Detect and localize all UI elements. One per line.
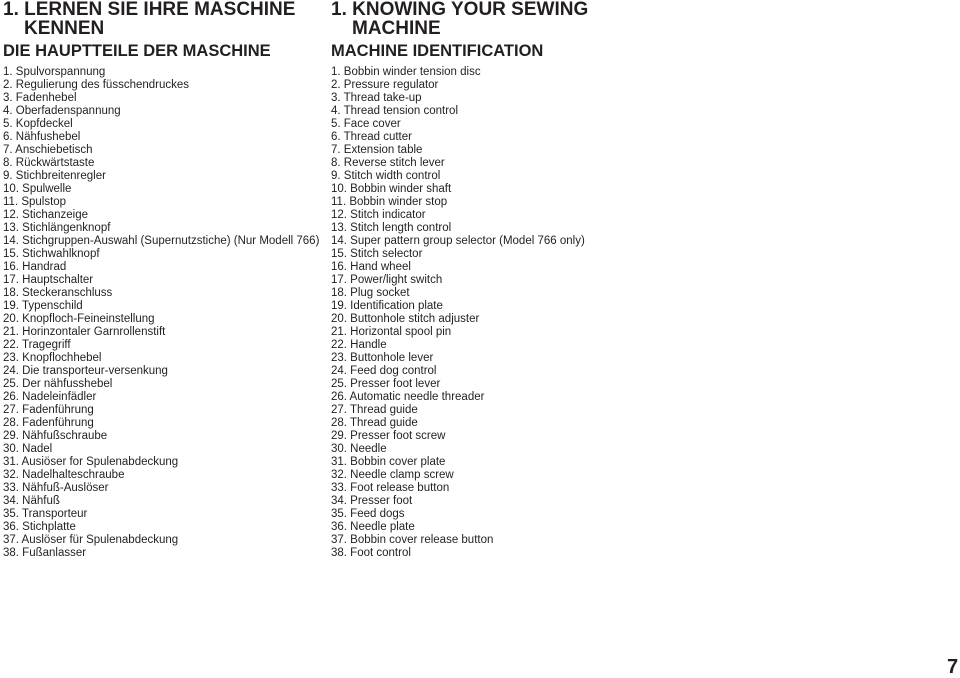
english-list-item: 21. Horizontal spool pin [331,326,452,338]
german-list-item: 20. Knopfloch-Feineinstellung [3,313,155,325]
german-list-item: 37. Auslöser für Spulenabdeckung [3,534,179,546]
english-list-item: 18. Plug socket [331,287,410,299]
german-list-item: 21. Horinzontaler Garnrollenstift [3,326,166,338]
english-list-item: 27. Thread guide [331,404,418,416]
english-list-item: 35. Feed dogs [331,508,405,520]
english-list-item: 34. Presser foot [331,495,413,507]
german-list-item: 23. Knopflochhebel [3,352,102,364]
page-number: 7 [947,656,959,678]
german-list-item: 25. Der nähfusshebel [3,378,113,390]
english-list-item: 16. Hand wheel [331,261,411,273]
english-column [331,0,631,560]
english-list-item: 22. Handle [331,339,387,351]
english-list-item: 33. Foot release button [331,482,450,494]
english-list-item: 14. Super pattern group selector (Model 766 only) [331,235,585,247]
german-list-item: 11. Spulstop [3,196,67,208]
german-list-item: 30. Nadel [3,443,53,455]
german-subtitle: DIE HAUPTTEILE DER MASCHINE [3,42,271,60]
english-list-item: 23. Buttonhole lever [331,352,434,364]
english-list-item: 24. Feed dog control [331,365,437,377]
english-list-item: 17. Power/light switch [331,274,443,286]
english-list-item: 26. Automatic needle threader [331,391,485,403]
german-list-item: 8. Rückwärtstaste [3,157,95,169]
german-list-item: 34. Nähfuß [3,495,60,507]
german-list-item: 16. Handrad [3,261,67,273]
german-section-title [3,0,323,38]
english-title-line-1: 1. KNOWING YOUR SEWING [331,0,589,20]
english-list-item: 30. Needle [331,443,387,455]
german-list-item: 28. Fadenführung [3,417,94,429]
german-list-item: 26. Nadeleinfädler [3,391,97,403]
english-list-item: 8. Reverse stitch lever [331,157,445,169]
german-list-item: 2. Regulierung des füsschendruckes [3,79,190,91]
german-list-item: 7. Anschiebetisch [3,144,93,156]
german-list-item: 27. Fadenführung [3,404,94,416]
english-title-line-2: MACHINE [352,18,441,39]
english-list-item: 13. Stitch length control [331,222,452,234]
english-list-item: 4. Thread tension control [331,105,459,117]
german-list-item: 35. Transporteur [3,508,88,520]
english-list-item: 12. Stitch indicator [331,209,426,221]
german-list-item: 13. Stichlängenknopf [3,222,111,234]
english-list-item: 38. Foot control [331,547,411,559]
english-list-item: 19. Identification plate [331,300,443,312]
english-list-item: 5. Face cover [331,118,401,130]
english-list-item: 6. Thread cutter [331,131,412,143]
german-list-item: 3. Fadenhebel [3,92,77,104]
english-list-item: 28. Thread guide [331,417,418,429]
english-list-item: 36. Needle plate [331,521,415,533]
german-list-item: 17. Hauptschalter [3,274,94,286]
german-list-item: 22. Tragegriff [3,339,71,351]
german-parts-list [3,66,323,560]
german-title-line-2: KENNEN [24,18,105,39]
english-subtitle: MACHINE IDENTIFICATION [331,42,544,60]
german-list-item: 4. Oberfadenspannung [3,105,121,117]
german-column [3,0,323,560]
english-list-item: 32. Needle clamp screw [331,469,454,481]
english-list-item: 7. Extension table [331,144,423,156]
english-list-item: 37. Bobbin cover release button [331,534,494,546]
english-section-title [331,0,631,38]
english-list-item: 29. Presser foot screw [331,430,446,442]
english-list-item: 25. Presser foot lever [331,378,441,390]
english-list-item: 10. Bobbin winder shaft [331,183,452,195]
german-list-item: 6. Nähfushebel [3,131,81,143]
german-list-item: 10. Spulwelle [3,183,72,195]
english-list-item: 1. Bobbin winder tension disc [331,66,481,78]
german-title-line-1: 1. LERNEN SIE IHRE MASCHINE [3,0,296,20]
german-list-item: 29. Nähfußschraube [3,430,108,442]
german-list-item: 33. Nähfuß-Auslöser [3,482,109,494]
english-list-item: 9. Stitch width control [331,170,441,182]
german-list-item: 38. Fußanlasser [3,547,87,559]
german-list-item: 14. Stichgruppen-Auswahl (Supernutzstiche) (Nur Modell 766) [3,235,320,247]
german-list-item: 15. Stichwahlknopf [3,248,100,260]
english-list-item: 2. Pressure regulator [331,79,439,91]
english-list-item: 3. Thread take-up [331,92,422,104]
german-list-item: 1. Spulvorspannung [3,66,106,78]
german-list-item: 32. Nadelhalteschraube [3,469,125,481]
german-list-item: 24. Die transporteur-versenkung [3,365,168,377]
english-list-item: 20. Buttonhole stitch adjuster [331,313,480,325]
english-list-item: 11. Bobbin winder stop [331,196,448,208]
german-list-item: 19. Typenschild [3,300,83,312]
german-list-item: 36. Stichplatte [3,521,76,533]
english-list-item: 31. Bobbin cover plate [331,456,446,468]
german-list-item: 12. Stichanzeige [3,209,89,221]
german-list-item: 9. Stichbreitenregler [3,170,106,182]
german-list-item: 18. Steckeranschluss [3,287,113,299]
german-list-item: 5. Kopfdeckel [3,118,73,130]
german-list-item: 31. Ausiöser for Spulenabdeckung [3,456,179,468]
english-parts-list [331,66,631,560]
english-list-item: 15. Stitch selector [331,248,423,260]
